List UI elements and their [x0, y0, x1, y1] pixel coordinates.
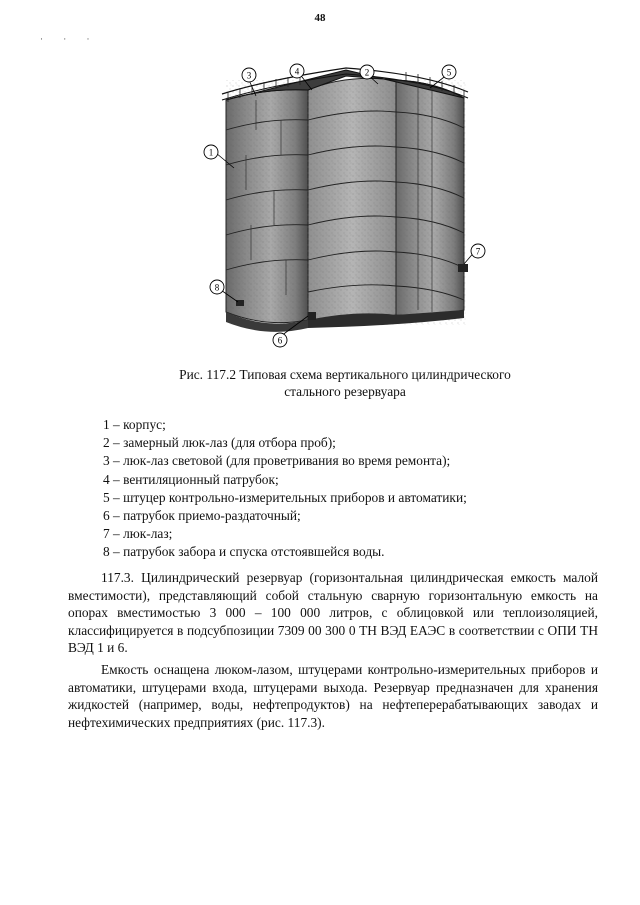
- svg-text:2: 2: [364, 67, 370, 78]
- callout-4: [290, 64, 304, 78]
- legend-item: 4 – вентиляционный патрубок;: [103, 471, 279, 487]
- legend-item: 1 – корпус;: [103, 417, 166, 432]
- svg-text:7: 7: [475, 246, 481, 257]
- figure-caption: [130, 366, 560, 400]
- legend-item: 3 – люк-лаз световой (для проветривания во время ремонта);: [103, 453, 451, 469]
- svg-text:6: 6: [277, 335, 283, 346]
- callout-5: [442, 65, 456, 79]
- svg-text:3: 3: [246, 70, 252, 81]
- callout-3: [242, 68, 256, 82]
- callout-7: [471, 244, 485, 258]
- page-number: 48: [314, 12, 326, 24]
- legend-item: 7 – люк-лаз;: [103, 526, 173, 542]
- scan-specks: · · ·: [40, 34, 99, 44]
- body-text: [68, 569, 598, 731]
- legend-item: 2 – замерный люк-лаз (для отбора проб);: [103, 435, 336, 451]
- callout-1: [204, 145, 218, 159]
- tank-diagram: [196, 60, 496, 360]
- figure-caption-line-1: Рис. 117.2 Типовая схема вертикального цилиндрического: [179, 367, 511, 382]
- legend-item: 5 – штуцер контрольно-измерительных приборов и автоматики;: [103, 489, 467, 505]
- figure-caption-line-2: стального резервуара: [284, 384, 406, 399]
- svg-text:8: 8: [214, 282, 220, 293]
- legend-list: [103, 416, 467, 562]
- svg-text:1: 1: [208, 147, 214, 158]
- callout-8: [210, 280, 224, 294]
- svg-text:4: 4: [294, 66, 300, 77]
- callout-6: [273, 333, 287, 347]
- callout-2: [360, 65, 374, 79]
- svg-text:5: 5: [446, 67, 452, 78]
- legend-item: 8 – патрубок забора и спуска отстоявшейся воды.: [103, 544, 385, 560]
- legend-item: 6 – патрубок приемо-раздаточный;: [103, 508, 301, 524]
- paragraph-117-3: 117.3. Цилиндрический резервуар (горизонтальная цилиндрическая емкость малой вместимости), представляющий собой стальную сварную горизонтальную емкость на опорах вместимостью 3 000 – 100 000 литров, с облицовкой или теплоизоляцией, классифицируется в подсубпозиции 7309 00 300 0 ТН ВЭД ЕАЭС в соответствии с ОПИ ТН ВЭД 1 и 6.: [68, 570, 598, 656]
- paragraph-description: Емкость оснащена люком-лазом, штуцерами контрольно-измерительных приборов и автоматики, штуцерами входа, штуцерами выхода. Резервуар предназначен для хранения жидкостей (например, воды, нефтепродуктов) на нефтеперерабатывающих заводах и нефтехимических предприятиях (рис. 117.3).: [68, 661, 598, 730]
- tank-figure: [196, 60, 496, 360]
